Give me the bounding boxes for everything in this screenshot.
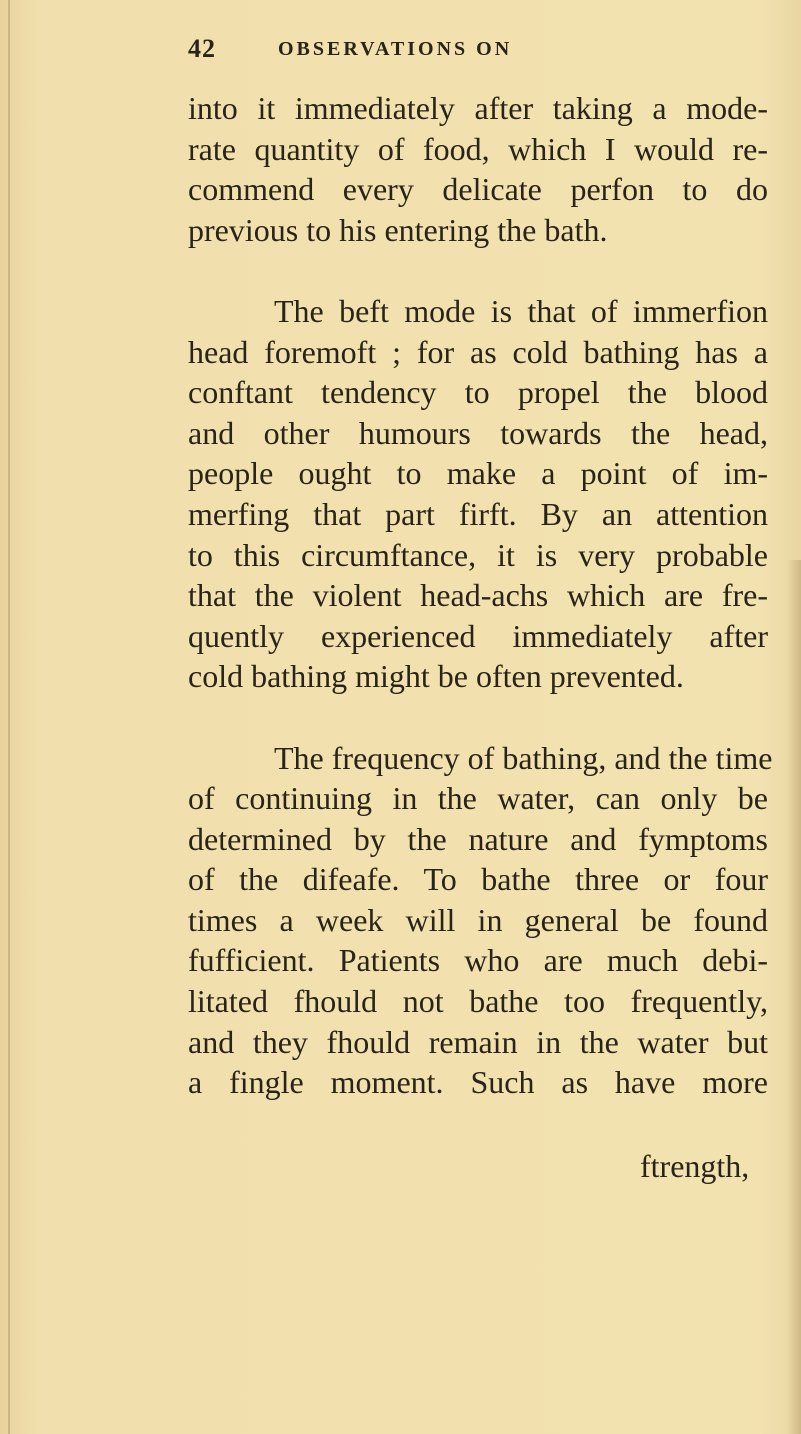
- text-line: quently experienced immediately after: [188, 617, 768, 654]
- paragraph: [188, 88, 768, 250]
- paragraph-gap: [188, 697, 768, 738]
- text-line: commend every delicate perfon to do: [188, 171, 768, 208]
- running-head: OBSERVATIONS ON: [278, 38, 513, 60]
- text-line: The frequency of bathing, and the time: [274, 739, 773, 776]
- text-line: merfing that part firft. By an attention: [188, 495, 768, 532]
- page-edge-shadow: [787, 560, 801, 1434]
- paragraph: [188, 738, 773, 1103]
- text-line: into it immediately after taking a mode-: [188, 90, 768, 126]
- page-number: 42: [188, 34, 216, 63]
- text-line: and they fhould remain in the water but: [188, 1023, 768, 1060]
- text-line: head foremoft ; for as cold bathing has a: [188, 333, 768, 370]
- body-text: [188, 88, 773, 1103]
- text-line: rate quantity of food, which I would re-: [188, 130, 768, 167]
- text-line: people ought to make a point of im-: [188, 455, 768, 492]
- text-line: to this circumftance, it is very probable: [188, 536, 768, 573]
- catchword: ftrength,: [640, 1148, 750, 1184]
- paragraph: [188, 291, 768, 697]
- text-line: of continuing in the water, can only be: [188, 780, 768, 817]
- text-line: and other humours towards the head,: [188, 414, 768, 451]
- text-line: cold bathing might be often prevented.: [188, 658, 684, 695]
- text-line: fufficient. Patients who are much debi-: [188, 942, 768, 979]
- text-line: a fingle moment. Such as have more: [188, 1064, 768, 1101]
- text-line: The beft mode is that of immerfion: [274, 292, 768, 329]
- text-line: of the difeafe. To bathe three or four: [188, 861, 768, 898]
- text-line: times a week will in general be found: [188, 901, 768, 938]
- page-header: [188, 34, 608, 66]
- text-line: determined by the nature and fymptoms: [188, 820, 768, 857]
- text-line: litated fhould not bathe too frequently,: [188, 983, 768, 1020]
- text-line: previous to his entering the bath.: [188, 211, 608, 248]
- paragraph-gap: [188, 250, 768, 291]
- gutter-line: [8, 0, 10, 1434]
- text-line: that the violent head-achs which are fre-: [188, 577, 768, 614]
- text-line: conftant tendency to propel the blood: [188, 374, 768, 411]
